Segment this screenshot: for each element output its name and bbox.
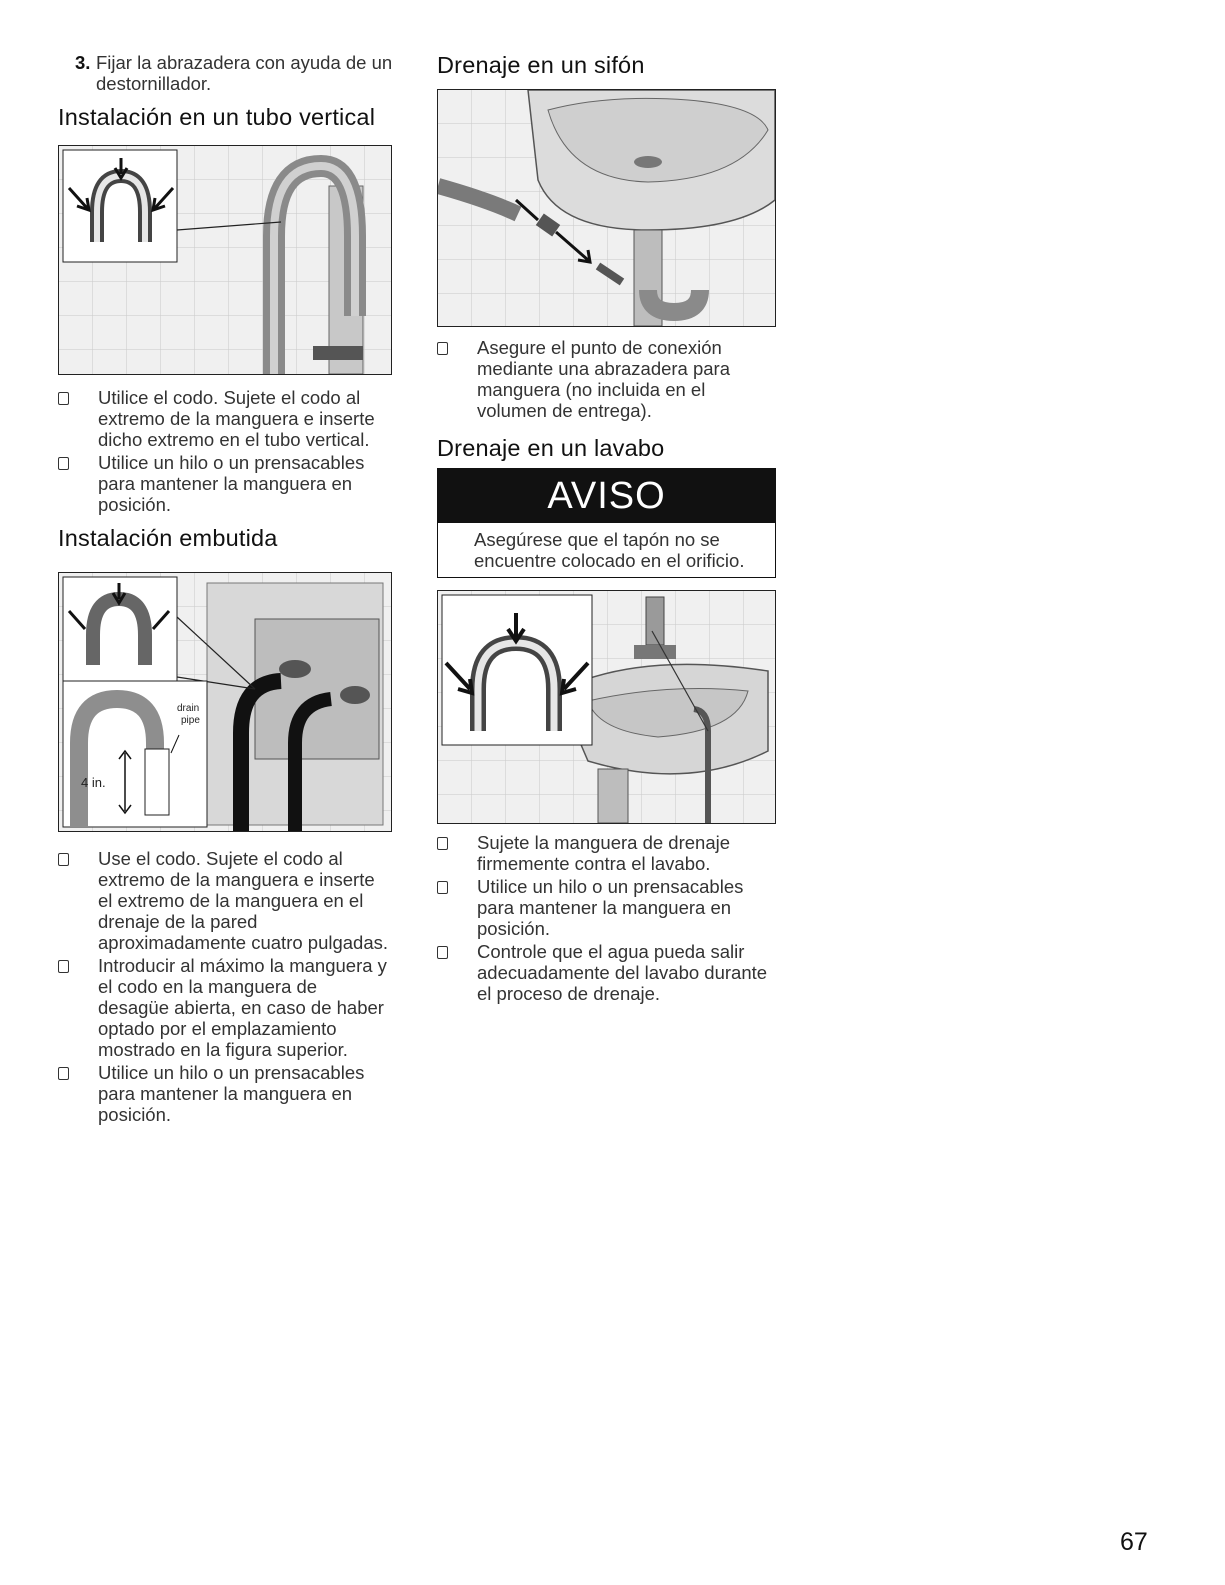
checkbox-bullet-icon [437, 881, 448, 894]
list-item: Utilice un hilo o un prensacables para mantener la manguera en posición. [437, 876, 777, 939]
list-item: Utilice un hilo o un prensacables para mantener la manguera en posición. [58, 1062, 393, 1125]
list-item: Asegure el punto de conexión mediante una abrazadera para manguera (no incluida en el volumen de entrega). [437, 337, 777, 421]
standpipe-bullets [58, 387, 393, 515]
siphon-bullets [437, 337, 777, 421]
right-column [437, 52, 777, 1006]
heading-standpipe: Instalación en un tubo vertical [58, 104, 376, 130]
siphon-illustration [438, 90, 775, 326]
list-item: Introducir al máximo la manguera y el codo en la manguera de desagüe abierta, en caso de haber optado por el emplazamiento mostrado en la figura superior. [58, 955, 393, 1060]
built-in-bullets [58, 848, 393, 1125]
standpipe-illustration [59, 146, 391, 374]
figure-standpipe [58, 145, 392, 375]
figure-basin [437, 590, 776, 824]
step-text: Fijar la abrazadera con ayuda de un destornillador. [96, 52, 393, 94]
label-pipe: pipe [181, 715, 200, 726]
heading-basin: Drenaje en un lavabo [437, 435, 665, 461]
list-item: Use el codo. Sujete el codo al extremo de la manguera e inserte el extremo de la manguera en el drenaje de la pared aproximadamente cuatro pulgadas. [58, 848, 393, 953]
checkbox-bullet-icon [58, 392, 69, 405]
checkbox-bullet-icon [437, 946, 448, 959]
notice-text: Asegúrese que el tapón no se encuentre colocado en el orificio. [474, 529, 745, 571]
checkbox-bullet-icon [58, 960, 69, 973]
built-in-drain-illustration [59, 573, 391, 831]
checkbox-bullet-icon [58, 457, 69, 470]
checkbox-bullet-icon [437, 837, 448, 850]
list-item: Controle que el agua pueda salir adecuadamente del lavabo durante el proceso de drenaje. [437, 941, 777, 1004]
heading-siphon: Drenaje en un sifón [437, 52, 645, 78]
basin-illustration [438, 591, 775, 823]
list-item: Utilice un hilo o un prensacables para mantener la manguera en posición. [58, 452, 393, 515]
page-number: 67 [1120, 1528, 1148, 1556]
notice-box [437, 468, 776, 578]
left-column [58, 52, 393, 1127]
list-item: Sujete la manguera de drenaje firmemente contra el lavabo. [437, 832, 777, 874]
label-measure: 4 in. [81, 775, 106, 790]
list-item: Utilice el codo. Sujete el codo al extremo de la manguera e inserte dicho extremo en el tubo vertical. [58, 387, 393, 450]
step-number: 3. [75, 52, 91, 73]
checkbox-bullet-icon [58, 1067, 69, 1080]
notice-title: AVISO [438, 469, 775, 523]
heading-built-in: Instalación embutida [58, 525, 278, 551]
step-3 [58, 52, 393, 94]
figure-siphon [437, 89, 776, 327]
figure-built-in [58, 572, 392, 832]
checkbox-bullet-icon [437, 342, 448, 355]
checkbox-bullet-icon [58, 853, 69, 866]
basin-bullets [437, 832, 777, 1004]
label-drain: drain [177, 703, 200, 714]
